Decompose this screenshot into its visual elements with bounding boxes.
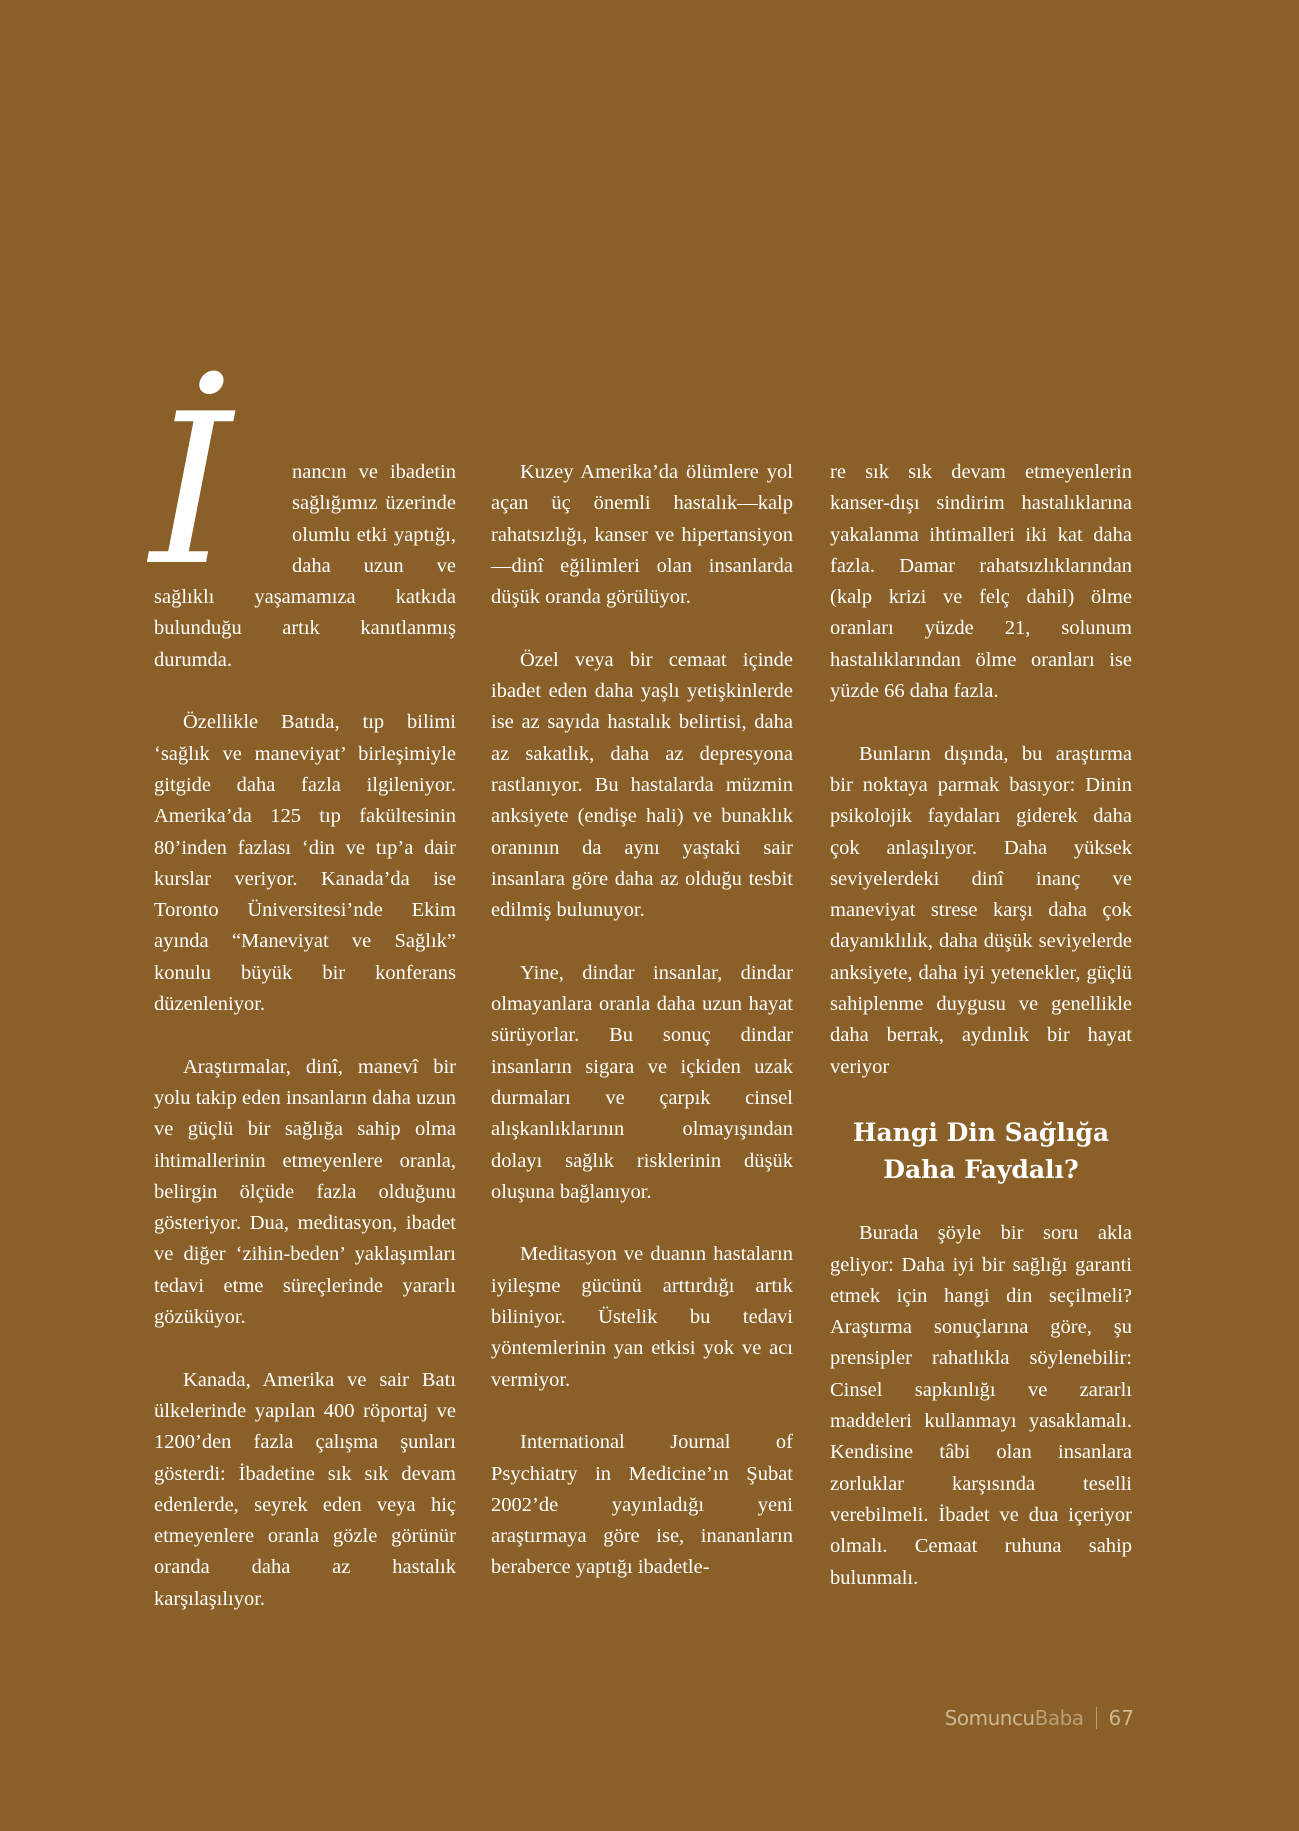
column-2 (491, 457, 793, 1615)
paragraph: International Journal of Psychiatry in Medicine’ın Şubat 2002’de yayınladığı yeni araştırmaya göre ise, inananların beraberce yaptığı ibadetle- (491, 1431, 793, 1579)
magazine-brand (945, 1706, 1084, 1730)
paragraph: nancın ve ibadetin sağlığımız üzerinde olumlu etki yaptığı, daha uzun ve sağlıklı yaşamamıza katkıda bulunduğu artık kanıtlanmış durumda. (154, 461, 456, 671)
footer-divider (1096, 1707, 1097, 1729)
page-number: 67 (1108, 1706, 1134, 1730)
paragraph: Kanada, Amerika ve sair Batı ülkelerinde yapılan 400 röportaj ve 1200’den fazla çalışma şunları gösterdi: İbadetine sık sık devam edenlerde, seyrek eden veya hiç etmeyenlere oranla gözle görünür oranda daha az hastalık karşılaşılıyor. (154, 1368, 456, 1610)
paragraph: Bunların dışında, bu araştırma bir noktaya parmak basıyor: Dinin psikolojik faydaları giderek daha çok anlaşılıyor. Daha yüksek seviyelerdeki dinî inanç ve maneviyat strese karşı daha çok dayanıklılık, daha düşük seviyelerde anksiyete, daha iyi yetenekler, güçlü sahiplenme duygusu ve genellikle daha berrak, aydınlık bir hayat veriyor (830, 742, 1132, 1078)
paragraph: Kuzey Amerika’da ölümlere yol açan üç önemli hastalık—kalp rahatsızlığı, kanser ve hipertansiyon—dinî eğilimleri olan insanlarda düşük oranda görülüyor. (491, 461, 793, 609)
paragraph: re sık sık devam etmeyenlerin kanser-dışı sindirim hastalıklarına yakalanma ihtimalleri iki kat daha fazla. Damar rahatsızlıklarından (kalp krizi ve felç dahil) ölme oranları yüzde 21, solunum hastalıklarından ölme oranları ise yüzde 66 daha fazla. (830, 461, 1132, 703)
section-heading (830, 1114, 1132, 1188)
heading-line-1: Hangi Din Sağlığa (852, 1118, 1110, 1148)
page-footer (945, 1706, 1134, 1730)
drop-cap: İ (150, 370, 233, 612)
column-3 (830, 457, 1132, 1625)
paragraph: Burada şöyle bir soru akla geliyor: Daha iyi bir sağlığı garanti etmek için hangi din seçilmeli? Araştırma sonuçlarına göre, şu prensipler rahatlıkla söylenebilir: Cinsel sapkınlığı ve zararlı maddeleri kullanmayı yasaklamalı. Kendisine tâbi olan insanlara zorluklar karşısında teselli verebilmeli. İbadet ve dua içeriyor olmalı. Cemaat ruhuna sahip bulunmalı. (830, 1222, 1132, 1589)
brand-part-2: Baba (1034, 1706, 1084, 1730)
paragraph: Meditasyon ve duanın hastaların iyileşme gücünü arttırdığı artık biliniyor. Üstelik bu tedavi yöntemlerinin yan etkisi yok ve acı vermiyor. (491, 1243, 793, 1391)
paragraph: Araştırmalar, dinî, manevî bir yolu takip eden insanların daha uzun ve güçlü bir sağlığa sahip olma ihtimallerinin etmeyenlere oranla, belirgin ölçüde fazla olduğunu gösteriyor. Dua, meditasyon, ibadet ve diğer ‘zihin-beden’ yaklaşımları tedavi etme süreçlerinde yararlı gözüküyor. (154, 1055, 456, 1329)
brand-part-1: Somuncu (944, 1706, 1035, 1730)
heading-line-2: Daha Faydalı? (883, 1155, 1079, 1185)
paragraph: Özellikle Batıda, tıp bilimi ‘sağlık ve maneviyat’ birleşimiyle gitgide daha fazla ilgileniyor. Amerika’da 125 tıp fakültesinin 80’inden fazlası ‘din ve tıp’a dair kurslar veriyor. Kanada’da ise Toronto Üniversitesi’nde Ekim ayında “Maneviyat ve Sağlık” konulu büyük bir konferans düzenleniyor. (154, 711, 456, 1016)
paragraph: Özel veya bir cemaat içinde ibadet eden daha yaşlı yetişkinlerde ise az sayıda hastalık belirtisi, daha az sakatlık, daha az depresyona rastlanıyor. Bu hastalarda müzmin anksiyete (endişe hali) ve bunaklık oranının da aynı yaştaki sair insanlara göre daha az olduğu tesbit edilmiş bulunuyor. (491, 648, 793, 922)
paragraph: Yine, dindar insanlar, dindar olmayanlara oranla daha uzun hayat sürüyorlar. Bu sonuç dindar insanların sigara ve içkiden uzak durmaları ve çarpık cinsel alışkanlıklarının olmayışından dolayı sağlık risklerinin düşük oluşuna bağlanıyor. (491, 961, 793, 1203)
column-1 (150, 370, 456, 1646)
